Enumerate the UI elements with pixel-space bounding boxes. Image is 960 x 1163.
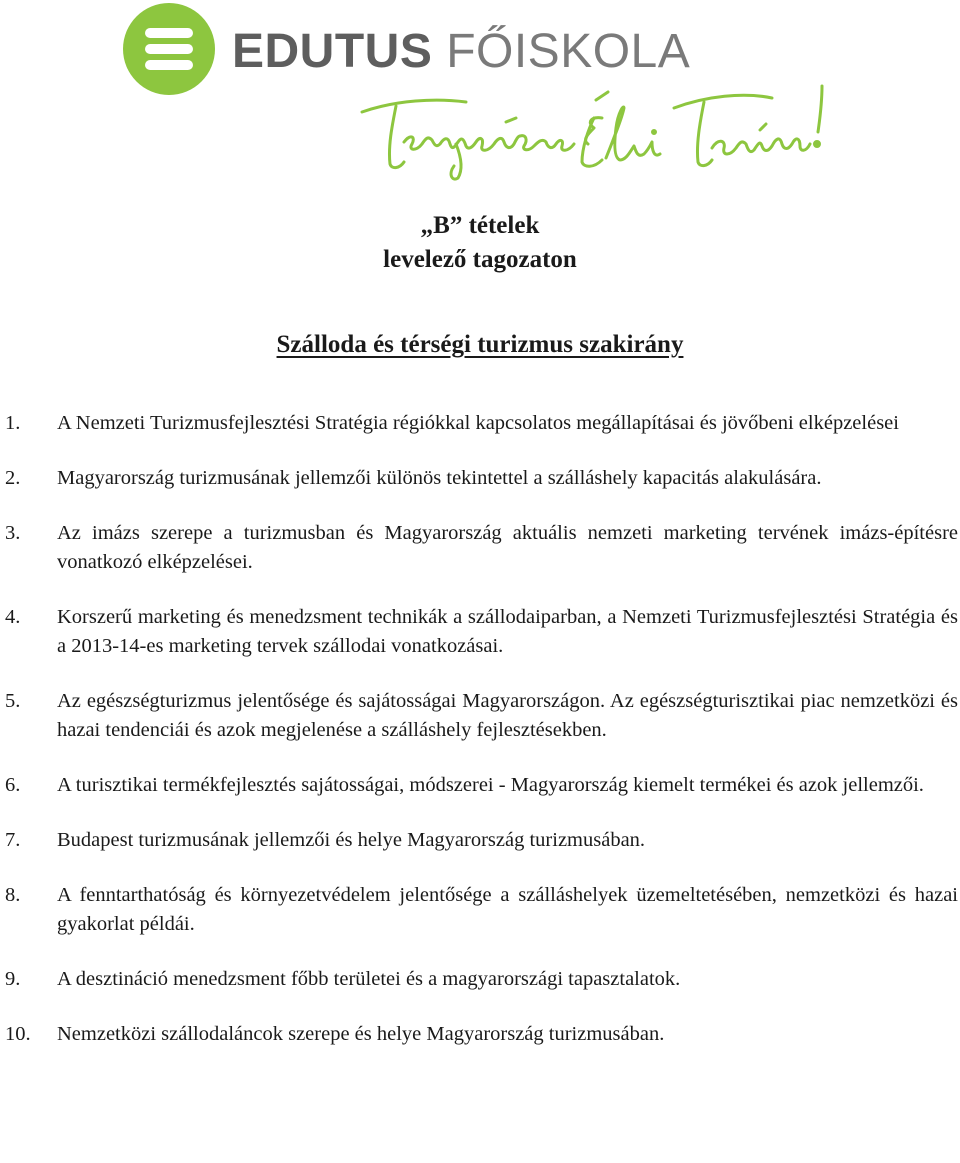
- item-text: Magyarország turizmusának jellemzői különös tekintettel a szálláshely kapacitás alakulására.: [57, 467, 822, 489]
- list-item: [0, 965, 958, 994]
- list-item: [0, 603, 958, 661]
- topic-list: [0, 409, 958, 1075]
- document-title: „B” tételek: [420, 212, 540, 239]
- item-number: 7.: [5, 829, 21, 851]
- item-text: Korszerű marketing és menedzsment technikák a szállodaiparban, a Nemzeti Turizmusfejlesztési Stratégia és a 2013-14-es marketing tervek szállodai vonatkozásai.: [57, 606, 958, 657]
- list-item: [0, 409, 958, 438]
- item-text: Az egészségturizmus jelentősége és sajátosságai Magyarországon. Az egészségturisztikai piac nemzetközi és hazai tendenciái és azok megjelenése a szálláshely fejlesztésekben.: [57, 690, 958, 741]
- logo-name-light: FŐISKOLA: [446, 25, 691, 78]
- item-number: 9.: [5, 968, 21, 990]
- slogan-signature: [356, 78, 836, 183]
- edutus-logo-icon: [122, 2, 216, 96]
- slogan-text: Természetesen Élni Tanítunk!: [356, 78, 368, 79]
- list-item: [0, 771, 958, 800]
- item-number: 8.: [5, 884, 21, 906]
- item-number: 2.: [5, 467, 21, 489]
- item-text: A desztináció menedzsment főbb területei és a magyarországi tapasztalatok.: [57, 968, 681, 990]
- item-number: 3.: [5, 522, 21, 544]
- logo-name-bold: EDUTUS: [232, 25, 433, 78]
- item-text: A fenntarthatóság és környezetvédelem jelentősége a szálláshelyek üzemeltetésében, nemzetközi és hazai gyakorlat példái.: [57, 884, 958, 935]
- item-text: Budapest turizmusának jellemzői és helye Magyarország turizmusában.: [57, 829, 646, 851]
- item-number: 1.: [5, 412, 21, 434]
- item-text: Nemzetközi szállodaláncok szerepe és helye Magyarország turizmusában.: [57, 1023, 665, 1045]
- item-text: Az imázs szerepe a turizmusban és Magyarország aktuális nemzeti marketing tervének imázs-építésre vonatkozó elképzelései.: [57, 522, 958, 573]
- section-title: Szálloda és térségi turizmus szakirány: [276, 331, 684, 358]
- list-item: [0, 881, 958, 939]
- list-item: [0, 464, 958, 493]
- item-number: 5.: [5, 690, 21, 712]
- list-item: [0, 1020, 958, 1049]
- item-number: 10.: [5, 1023, 31, 1045]
- item-number: 6.: [5, 774, 21, 796]
- list-item: [0, 826, 958, 855]
- list-item: [0, 687, 958, 745]
- item-text: A Nemzeti Turizmusfejlesztési Stratégia régiókkal kapcsolatos megállapításai és jövőbeni elképzelései: [57, 412, 899, 434]
- item-text: A turisztikai termékfejlesztés sajátosságai, módszerei - Magyarország kiemelt termékei és azok jellemzői.: [57, 774, 924, 796]
- list-item: [0, 519, 958, 577]
- document-subtitle: levelező tagozaton: [383, 246, 577, 273]
- logo: [120, 0, 840, 185]
- item-number: 4.: [5, 606, 21, 628]
- logo-wordmark: [232, 26, 690, 78]
